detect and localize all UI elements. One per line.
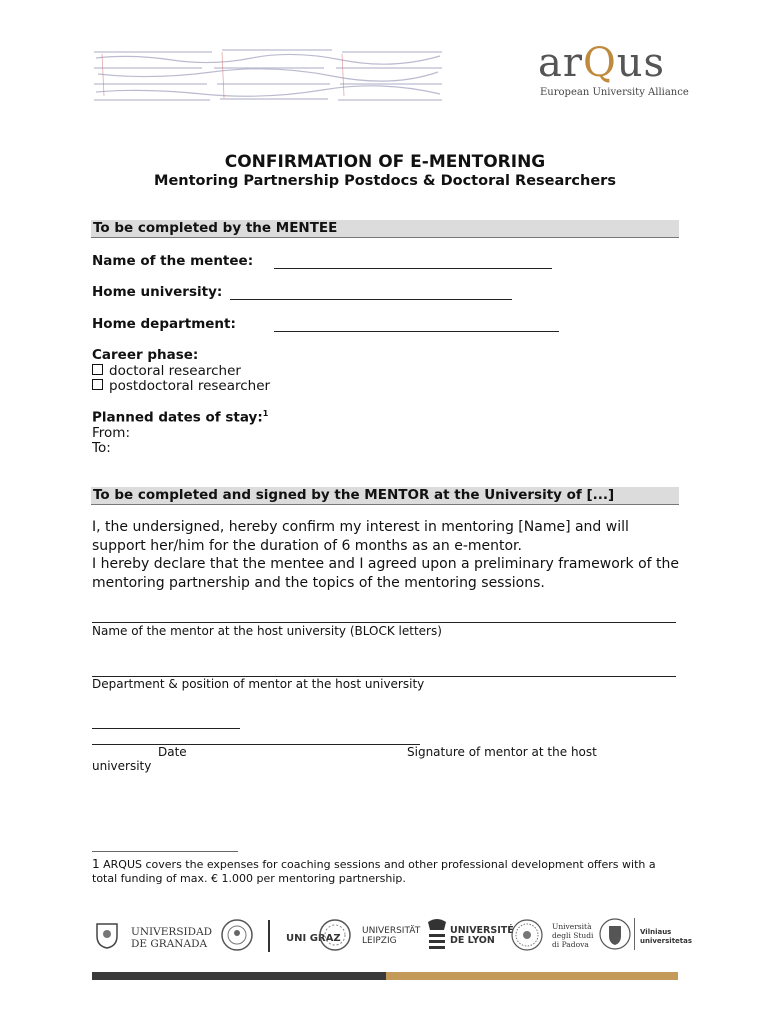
arqus-tagline: European University Alliance xyxy=(540,87,689,98)
leipzig-logo-text: UNIVERSITÄT LEIPZIG xyxy=(362,926,421,946)
granada-crest-icon xyxy=(92,920,122,950)
date-field[interactable] xyxy=(92,728,240,729)
vilnius-seal-icon xyxy=(598,916,632,952)
home-university-field[interactable] xyxy=(230,299,512,300)
vilnius-divider xyxy=(634,918,635,950)
mentor-department-caption: Department & position of mentor at the host university xyxy=(92,677,425,691)
home-department-field[interactable] xyxy=(274,331,559,332)
signature-caption-continued: university xyxy=(92,759,152,773)
career-option-postdoctoral[interactable]: postdoctoral researcher xyxy=(92,378,270,394)
home-department-label: Home department: xyxy=(92,316,236,332)
graz-seal-icon xyxy=(220,918,254,952)
home-university-label: Home university: xyxy=(92,284,223,300)
career-option-doctoral[interactable]: doctoral researcher xyxy=(92,363,241,379)
mentee-name-field[interactable] xyxy=(274,268,552,269)
mentor-declaration-paragraph: I hereby declare that the mentee and I agreed upon a preliminary framework of the mentoring partnership and the topics of the mentoring sessions. xyxy=(92,556,680,591)
date-caption: Date xyxy=(158,745,187,759)
footnote-separator xyxy=(92,851,238,852)
footnote-ref: 1 xyxy=(262,409,269,418)
to-label: To: xyxy=(92,440,111,456)
mentor-confirmation-paragraph: I, the undersigned, hereby confirm my interest in mentoring [Name] and will support her/him for the duration of 6 months as an e-mentor. xyxy=(92,519,629,554)
mentor-name-caption: Name of the mentor at the host university (BLOCK letters) xyxy=(92,624,442,638)
signature-caption: Signature of mentor at the host xyxy=(407,745,597,759)
page-title: CONFIRMATION OF E-MENTORING xyxy=(224,152,546,172)
checkbox-icon[interactable] xyxy=(92,379,103,390)
graz-logo-text: UNI GRAZ xyxy=(286,933,341,944)
vilnius-logo-text: Vilniaus universitetas xyxy=(640,928,693,945)
mentor-name-field[interactable] xyxy=(92,622,676,623)
header-scribble-logo xyxy=(92,44,444,102)
padova-seal-icon xyxy=(510,918,544,952)
checkbox-icon[interactable] xyxy=(92,364,103,375)
graz-divider xyxy=(268,920,270,952)
leipzig-seal-icon xyxy=(318,918,352,952)
planned-dates-label: Planned dates of stay:$^1$ xyxy=(92,409,269,426)
page-subtitle: Mentoring Partnership Postdocs & Doctoral Researchers xyxy=(154,173,616,189)
mentee-name-label: Name of the mentee: xyxy=(92,253,254,269)
padova-logo-text: Università degli Studi di Padova xyxy=(552,922,594,949)
granada-logo-text: UNIVERSIDAD DE GRANADA xyxy=(131,926,213,950)
career-phase-label: Career phase: xyxy=(92,347,199,363)
signature-field[interactable] xyxy=(92,744,420,745)
lyon-lion-icon xyxy=(426,916,448,952)
arqus-logo: arQus xyxy=(538,40,666,86)
mentee-section-heading: To be completed by the MENTEE xyxy=(91,220,679,238)
footer-bar-gold xyxy=(386,972,678,980)
lyon-logo-text: UNIVERSITÉ DE LYON xyxy=(450,925,514,946)
from-label: From: xyxy=(92,425,130,441)
footer-bar-dark xyxy=(92,972,386,980)
footnote: 1 ARQUS covers the expenses for coaching sessions and other professional development offers with a total funding of max. € 1.000 per mentoring partnership. xyxy=(92,857,656,885)
mentor-section-heading: To be completed and signed by the MENTOR at the University of [...] xyxy=(91,487,679,505)
